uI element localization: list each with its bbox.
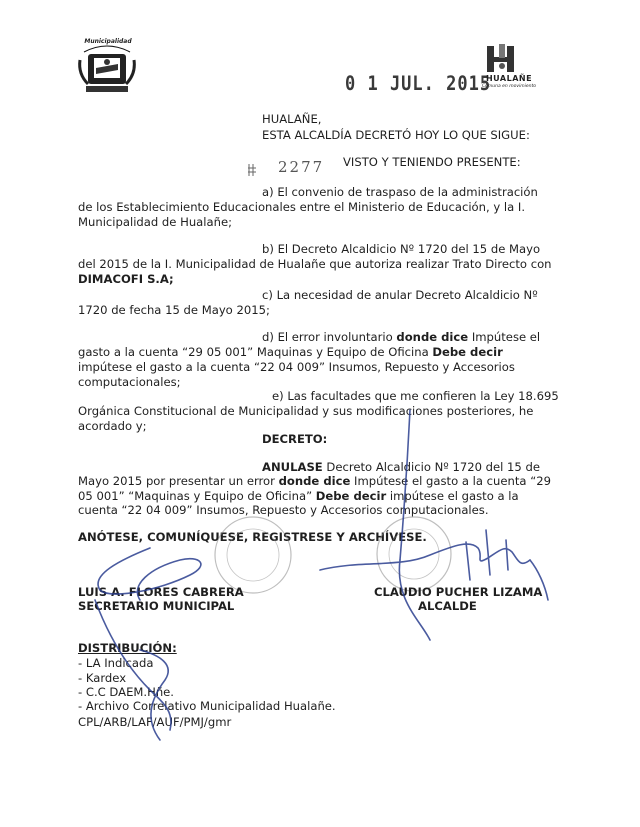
distribution-item: - Kardex [78,671,127,685]
decree-line3 [78,490,519,503]
decree-l2-post: Impútese el gasto a la cuenta “29 [350,474,551,488]
left-signer-name: LUIS A. FLORES CABRERA [78,585,244,599]
consideration-e-line2: Orgánica Constitucional de Municipalidad y sus modificaciones posteriores, he [78,404,534,418]
consideration-d-line4: computacionales; [78,375,181,389]
right-signer-name: CLAUDIO PUCHER LIZAMA [374,585,543,599]
handwritten-decree-number: 2277 [278,158,325,176]
consideration-a-line1: a) El convenio de traspaso de la administración [262,185,538,199]
hualane-brand-logo [473,44,545,90]
consideration-d-l2-pre: gasto a la cuenta “29 05 001” Maquinas y Equipo de Oficina [78,345,433,359]
decree-line1 [262,461,540,474]
consideration-b-line2: del 2015 de la I. Municipalidad de Hualañe que autoriza realizar Trato Directo con [78,257,552,271]
distribution-item: - Archivo Correlativo Municipalidad Hualañe. [78,699,336,713]
consideration-d-l1-pre: d) El error involuntario [262,330,397,344]
place-line: HUALAÑE, [262,112,322,126]
consideration-a-line3: Municipalidad de Hualañe; [78,215,232,229]
number-prefix-mark [247,163,257,177]
crest-bottom-text: Hualañe [91,91,125,99]
mayor-seal-stamp [372,512,456,596]
consideration-d-l2-bold: Debe decir [432,345,503,359]
decree-l2-bold: donde dice [278,474,351,488]
decree-line1-rest: Decreto Alcaldicio Nº 1720 del 15 de [322,460,540,474]
decree-l3-post: impútese el gasto a la [386,489,519,503]
received-date-stamp: 0 1 JUL. 2015 [345,72,492,96]
consideration-b-line1: b) El Decreto Alcaldicio Nº 1720 del 15 de Mayo [262,242,541,256]
consideration-a-line2: de los Establecimiento Educacionales entre el Ministerio de Educación, y la I. [78,200,526,214]
visto-line: VISTO Y TENIENDO PRESENTE: [343,155,521,169]
consideration-c-line1: c) La necesidad de anular Decreto Alcaldicio Nº [262,288,538,302]
right-signer-title: ALCALDE [418,599,477,613]
consideration-d-line2 [78,346,503,359]
consideration-e-line3: acordado y; [78,419,147,433]
closing-line: ANÓTESE, COMUNÍQUESE, REGISTRESE Y ARCHÍVESE. [78,530,427,544]
consideration-d-line1 [262,331,540,344]
crest-top-text: Municipalidad [84,38,132,45]
decree-line2 [78,475,551,488]
distribution-item: - C.C DAEM.Hñe. [78,685,174,699]
decree-heading: DECRETO: [262,432,328,446]
consideration-e-line1: e) Las facultades que me confieren la Ley 18.695 [272,389,559,403]
brand-tagline: Comuna en movimiento [481,84,537,89]
decree-l3-bold: Debe decir [315,489,387,503]
statement-line: ESTA ALCALDÍA DECRETÓ HOY LO QUE SIGUE: [262,128,530,142]
distribution-initials: CPL/ARB/LAF/AUF/PMJ/gmr [78,715,232,729]
distribution-item: - LA Indicada [78,656,154,670]
municipal-crest-logo [76,40,138,100]
decree-annul-word: ANULASE [262,460,323,474]
consideration-d-l1-bold: donde dice [396,330,469,344]
distribution-heading: DISTRIBUCIÓN: [78,641,177,655]
decree-line4: cuenta “22 04 009” Insumos, Repuesto y Accesorios computacionales. [78,503,489,517]
consideration-d-line3: impútese el gasto a la cuenta “22 04 009” Insumos, Repuesto y Accesorios [78,360,515,374]
left-signer-title: SECRETARIO MUNICIPAL [78,599,235,613]
decree-l2-pre: Mayo 2015 por presentar un error [78,474,279,488]
brand-name: HUALAÑE [485,74,533,83]
decree-l3-pre: 05 001” “Maquinas y Equipo de Oficina” [78,489,316,503]
consideration-c-line2: 1720 de fecha 15 de Mayo 2015; [78,303,270,317]
consideration-b-company: DIMACOFI S.A; [78,272,174,286]
consideration-d-l1-post: Impútese el [468,330,541,344]
